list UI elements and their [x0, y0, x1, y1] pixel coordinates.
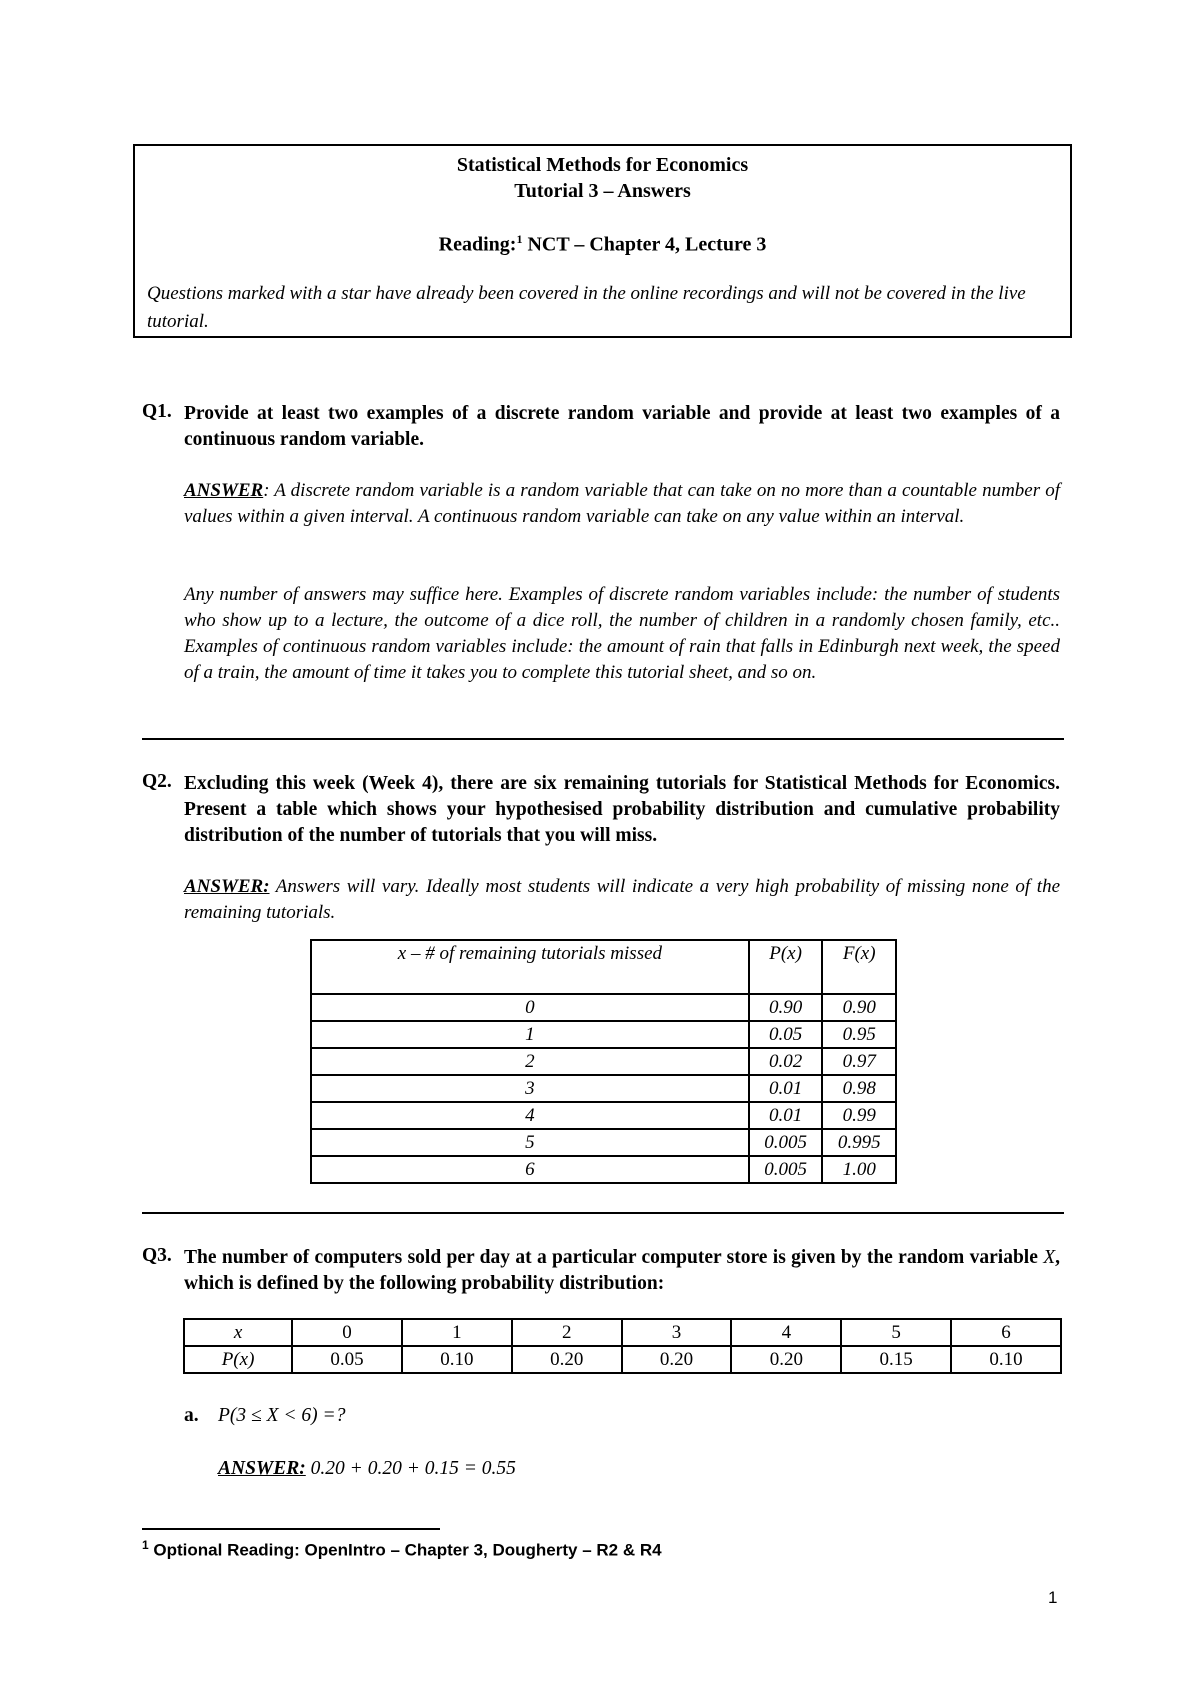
table-cell: 0	[311, 994, 749, 1021]
table-cell: 4	[731, 1319, 841, 1346]
table-cell: 0.15	[841, 1346, 951, 1373]
table-row	[311, 994, 896, 1021]
page-number: 1	[1048, 1588, 1058, 1607]
table-cell: 2	[512, 1319, 622, 1346]
table-cell: 0.90	[822, 994, 896, 1021]
table-cell: 3	[622, 1319, 732, 1346]
table-row	[311, 1048, 896, 1075]
table-row	[184, 1346, 1061, 1373]
footnote-divider	[142, 1528, 440, 1530]
table-cell: 0.05	[292, 1346, 402, 1373]
table-cell: 0.01	[749, 1102, 823, 1129]
table-cell: 0.20	[512, 1346, 622, 1373]
table-cell: 1	[402, 1319, 512, 1346]
q2-number: Q2.	[142, 771, 172, 792]
table-row	[311, 1021, 896, 1048]
table-cell: 0.02	[749, 1048, 823, 1075]
q1-answer: ANSWER: A discrete random variable is a random variable that can take on no more than a countable number of values within a given interval. A continuous random variable can take on any value within an interval.	[184, 480, 1060, 527]
table-header-row	[311, 940, 896, 994]
section-divider	[142, 738, 1064, 740]
header-note: Questions marked with a star have already been covered in the online recordings and will not be covered in the live tutorial.	[147, 283, 1026, 332]
q3-distribution-table	[183, 1318, 1062, 1374]
table-cell: 0.10	[951, 1346, 1061, 1373]
header-box	[133, 144, 1072, 338]
table-cell: 0.005	[749, 1156, 823, 1183]
q2-distribution-table	[310, 939, 897, 1184]
table-row	[311, 1102, 896, 1129]
row-label-p: P(x)	[184, 1346, 292, 1373]
q3a-label: a.	[184, 1405, 199, 1426]
column-header: x – # of remaining tutorials missed	[311, 940, 749, 994]
table-cell: 1.00	[822, 1156, 896, 1183]
table-cell: 5	[841, 1319, 951, 1346]
column-header: P(x)	[749, 940, 823, 994]
table-cell: 0.98	[822, 1075, 896, 1102]
q3-question: The number of computers sold per day at a particular computer store is given by the random variable X, which is defined by the following probability distribution:	[184, 1247, 1060, 1294]
table-row	[184, 1319, 1061, 1346]
q3a-expression: P(3 ≤ X < 6) =?	[218, 1405, 346, 1426]
table-cell: 4	[311, 1102, 749, 1129]
table-row	[311, 1129, 896, 1156]
table-cell: 6	[311, 1156, 749, 1183]
q1-question: Provide at least two examples of a discrete random variable and provide at least two examples of a continuous random variable.	[184, 403, 1060, 450]
q2-answer: ANSWER: Answers will vary. Ideally most students will indicate a very high probability of missing none of the remaining tutorials.	[184, 876, 1060, 923]
table-cell: 0.01	[749, 1075, 823, 1102]
table-cell: 5	[311, 1129, 749, 1156]
table-row	[311, 1156, 896, 1183]
table-cell: 6	[951, 1319, 1061, 1346]
table-cell: 0.995	[822, 1129, 896, 1156]
table-row	[311, 1075, 896, 1102]
table-cell: 0.10	[402, 1346, 512, 1373]
table-cell: 0	[292, 1319, 402, 1346]
q2-question: Excluding this week (Week 4), there are six remaining tutorials for Statistical Methods for Economics. Present a table which shows your hypothesised probability distribution and cumulative probability distribution of the number of tutorials that you will miss.	[184, 773, 1060, 846]
table-cell: 0.97	[822, 1048, 896, 1075]
table-cell: 0.005	[749, 1129, 823, 1156]
table-cell: 0.20	[622, 1346, 732, 1373]
q1-answer-examples: Any number of answers may suffice here. Examples of discrete random variables include: the number of students who show up to a lecture, the outcome of a dice roll, the number of children in a randomly chosen family, etc.. Examples of continuous random variables include: the amount of rain that falls in Edinburgh next week, the speed of a train, the amount of time it takes you to complete this tutorial sheet, and so on.	[184, 584, 1060, 683]
course-title: Statistical Methods for Economics	[456, 154, 749, 176]
table-cell: 1	[311, 1021, 749, 1048]
table-cell: 0.99	[822, 1102, 896, 1129]
q1-answer-label: ANSWER	[184, 480, 264, 501]
q3a-answer: ANSWER: 0.20 + 0.20 + 0.15 = 0.55	[218, 1458, 516, 1479]
table-cell: 0.20	[731, 1346, 841, 1373]
row-label-x: x	[184, 1319, 292, 1346]
table-cell: 0.05	[749, 1021, 823, 1048]
table-cell: 0.95	[822, 1021, 896, 1048]
reading-line: Reading:$^1$ NCT – Chapter 4, Lecture 3	[438, 232, 767, 256]
table-cell: 0.90	[749, 994, 823, 1021]
table-cell: 3	[311, 1075, 749, 1102]
q2-answer-label: ANSWER:	[184, 876, 270, 897]
column-header: F(x)	[822, 940, 896, 994]
q1-number: Q1.	[142, 401, 172, 422]
q3-number: Q3.	[142, 1245, 172, 1266]
table-cell: 2	[311, 1048, 749, 1075]
section-divider	[142, 1212, 1064, 1214]
footnote: $^1$ Optional Reading: OpenIntro – Chapter 3, Dougherty – R2 & R4	[142, 1538, 662, 1560]
tutorial-title: Tutorial 3 – Answers	[514, 180, 691, 202]
q3a-answer-label: ANSWER:	[218, 1458, 306, 1479]
